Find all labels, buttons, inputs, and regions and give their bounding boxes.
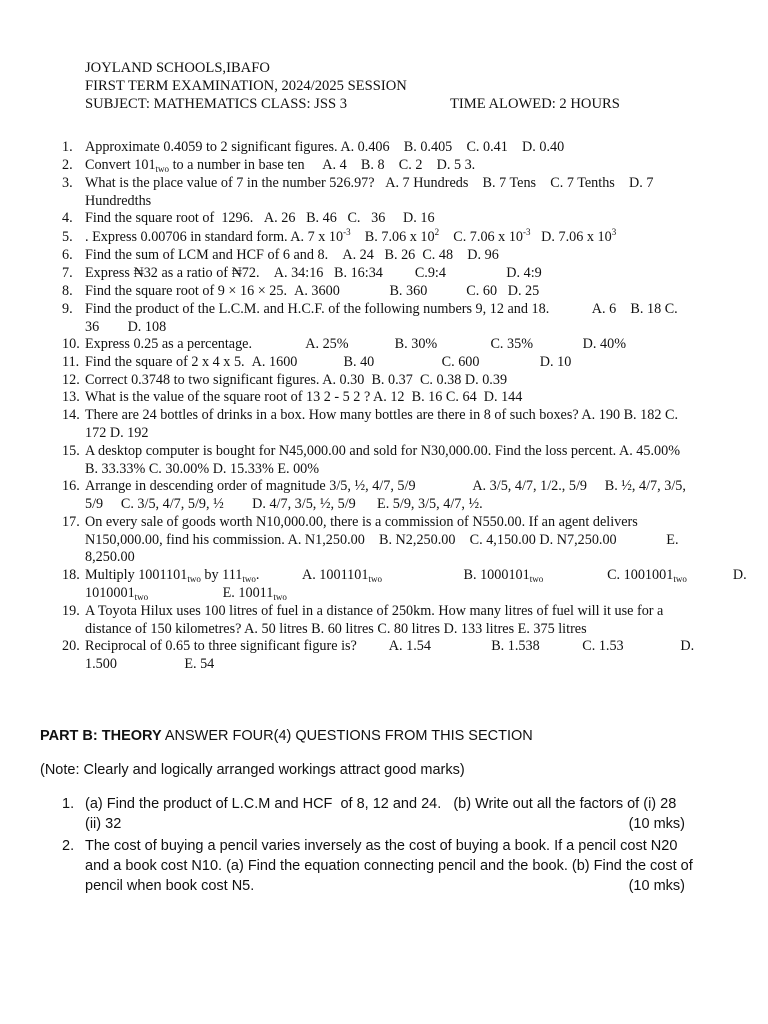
- question-text: There are 24 bottles of drinks in a box. How many bottles are there in 8 of such boxes? A. 190 B. 182 C.: [85, 407, 678, 423]
- question-text: Find the square root of 1296. A. 26 B. 46 C. 36 D. 16: [85, 210, 435, 226]
- part-b-note: (Note: Clearly and logically arranged workings attract good marks): [40, 762, 465, 778]
- question-text: Arrange in descending order of magnitude 3/5, ½, 4/7, 5/9 A. 3/5, 4/7, 1/2., 5/9 B. ½, 4/7, 3/5,: [85, 478, 686, 494]
- time-allowed: TIME ALOWED: 2 HOURS: [450, 96, 620, 112]
- part-b-title: PART B: THEORY: [40, 728, 162, 744]
- question-text-cont: 1.500 E. 54: [85, 655, 215, 672]
- question-text: Multiply $1001101_{two}$ by $111_{two}$. A. $1001101_{two}$ B. $1000101_{two}$ C. $1001001_{two}$ D.: [85, 567, 747, 584]
- question-number: 18.: [62, 567, 80, 583]
- question-number: 1.: [62, 796, 75, 812]
- marks: (10 mks): [628, 816, 685, 832]
- question-number: 17.: [62, 514, 80, 530]
- question-number: 5.: [62, 229, 73, 245]
- marks: (10 mks): [628, 878, 685, 894]
- question-text: What is the place value of 7 in the number 526.97? A. 7 Hundreds B. 7 Tens C. 7 Tenths D. 7: [85, 175, 654, 191]
- question-number: 15.: [62, 443, 80, 459]
- question-text: On every sale of goods worth N10,000.00, there is a commission of N550.00. If an agent delivers: [85, 514, 638, 530]
- question-number: 2.: [62, 157, 73, 173]
- question-text: Correct 0.3748 to two significant figures. A. 0.30 B. 0.37 C. 0.38 D. 0.39: [85, 372, 508, 388]
- question-number: 16.: [62, 478, 80, 494]
- question-text-cont: Hundredths: [85, 192, 152, 209]
- question-number: 3.: [62, 175, 73, 191]
- question-text: Find the sum of LCM and HCF of 6 and 8. A. 24 B. 26 C. 48 D. 96: [85, 247, 499, 263]
- question-number: 2.: [62, 838, 75, 854]
- question-number: 19.: [62, 603, 80, 619]
- question-text: Express 0.25 as a percentage. A. 25% B. 30% C. 35% D. 40%: [85, 336, 627, 352]
- question-text: Convert $101_{two}$ to a number in base ten A. 4 B. 8 C. 2 D. 5 3.: [85, 157, 476, 174]
- question-text-cont: $1010001_{two}$ E. $10011_{two}$: [85, 585, 287, 602]
- question-text-cont: 5/9 C. 3/5, 4/7, 5/9, ½ D. 4/7, 3/5, ½, 5/9 E. 5/9, 3/5, 4/7, ½.: [85, 495, 483, 512]
- question-text: Reciprocal of 0.65 to three significant figure is? A. 1.54 B. 1.538 C. 1.53 D.: [85, 638, 695, 654]
- question-text: The cost of buying a pencil varies inversely as the cost of buying a book. If a pencil cost N20 and a book cost N10. (a) Find the equation connecting pencil and the book. (b) Find the cost of pencil when book cost N5. (10 mks): [85, 838, 693, 894]
- question-text-cont: 36 D. 108: [85, 318, 167, 335]
- question-text-cont: distance of 150 kilometres? A. 50 litres B. 60 litres C. 80 litres D. 133 litres E. 375 litres: [85, 620, 587, 637]
- question-text-cont: 172 D. 192: [85, 424, 149, 441]
- question-text: Find the product of the L.C.M. and H.C.F. of the following numbers 9, 12 and 18. A. 6 B. 18 C.: [85, 301, 678, 317]
- question-number: 20.: [62, 638, 80, 654]
- question-text: A desktop computer is bought for N45,000.00 and sold for N30,000.00. Find the loss percent. A. 45.00%: [85, 443, 681, 459]
- question-number: 13.: [62, 389, 80, 405]
- question-number: 6.: [62, 247, 73, 263]
- question-number: 8.: [62, 283, 73, 299]
- question-text-cont: N150,000.00, find his commission. A. N1,250.00 B. N2,250.00 C. 4,150.00 D. N7,250.00 E.: [85, 531, 679, 548]
- question-number: 7.: [62, 265, 73, 281]
- question-number: 9.: [62, 301, 73, 317]
- question-number: 4.: [62, 210, 73, 226]
- question-number: 14.: [62, 407, 80, 423]
- part-b-heading: [40, 728, 533, 744]
- question-number: 10.: [62, 336, 80, 352]
- question-text: Express ₦32 as a ratio of ₦72. A. 34:16 B. 16:34 C.9:4 D. 4:9: [85, 265, 542, 281]
- school-name: JOYLAND SCHOOLS,IBAFO: [85, 60, 270, 76]
- question-text-cont: 8,250.00: [85, 549, 135, 565]
- question-number: 12.: [62, 372, 80, 388]
- question-number: 11.: [62, 354, 80, 370]
- question-text: (a) Find the product of L.C.M and HCF of 8, 12 and 24. (b) Write out all the factors of (i) 28 (ii) 32 (10 mks): [85, 796, 685, 832]
- part-b-instruction: ANSWER FOUR(4) QUESTIONS FROM THIS SECTION: [161, 728, 533, 744]
- subject-class: SUBJECT: MATHEMATICS CLASS: JSS 3: [85, 96, 348, 112]
- question-text: A Toyota Hilux uses 100 litres of fuel in a distance of 250km. How many litres of fuel will it use for a: [85, 603, 664, 619]
- question-text: Find the square of 2 x 4 x 5. A. 1600 B. 40 C. 600 D. 10: [85, 354, 572, 370]
- exam-title: FIRST TERM EXAMINATION, 2024/2025 SESSION: [85, 78, 407, 94]
- question-number: 1.: [62, 139, 73, 155]
- question-text: . Express 0.00706 in standard form. A. 7 x $10^{-3}$ B. 7.06 x $10^2$ C. 7.06 x $10^{-3}$ D. 7.06 x $10^3$: [85, 227, 617, 245]
- question-text: Find the square root of 9 × 16 × 25. A. 3600 B. 360 C. 60 D. 25: [85, 283, 540, 299]
- question-text-cont: B. 33.33% C. 30.00% D. 15.33% E. 00%: [85, 460, 320, 477]
- question-text: Approximate 0.4059 to 2 significant figures. A. 0.406 B. 0.405 C. 0.41 D. 0.40: [85, 139, 565, 155]
- subject-line: [85, 95, 725, 113]
- question-text: What is the value of the square root of 13 2 - 5 2 ? A. 12 B. 16 C. 64 D. 144: [85, 389, 523, 405]
